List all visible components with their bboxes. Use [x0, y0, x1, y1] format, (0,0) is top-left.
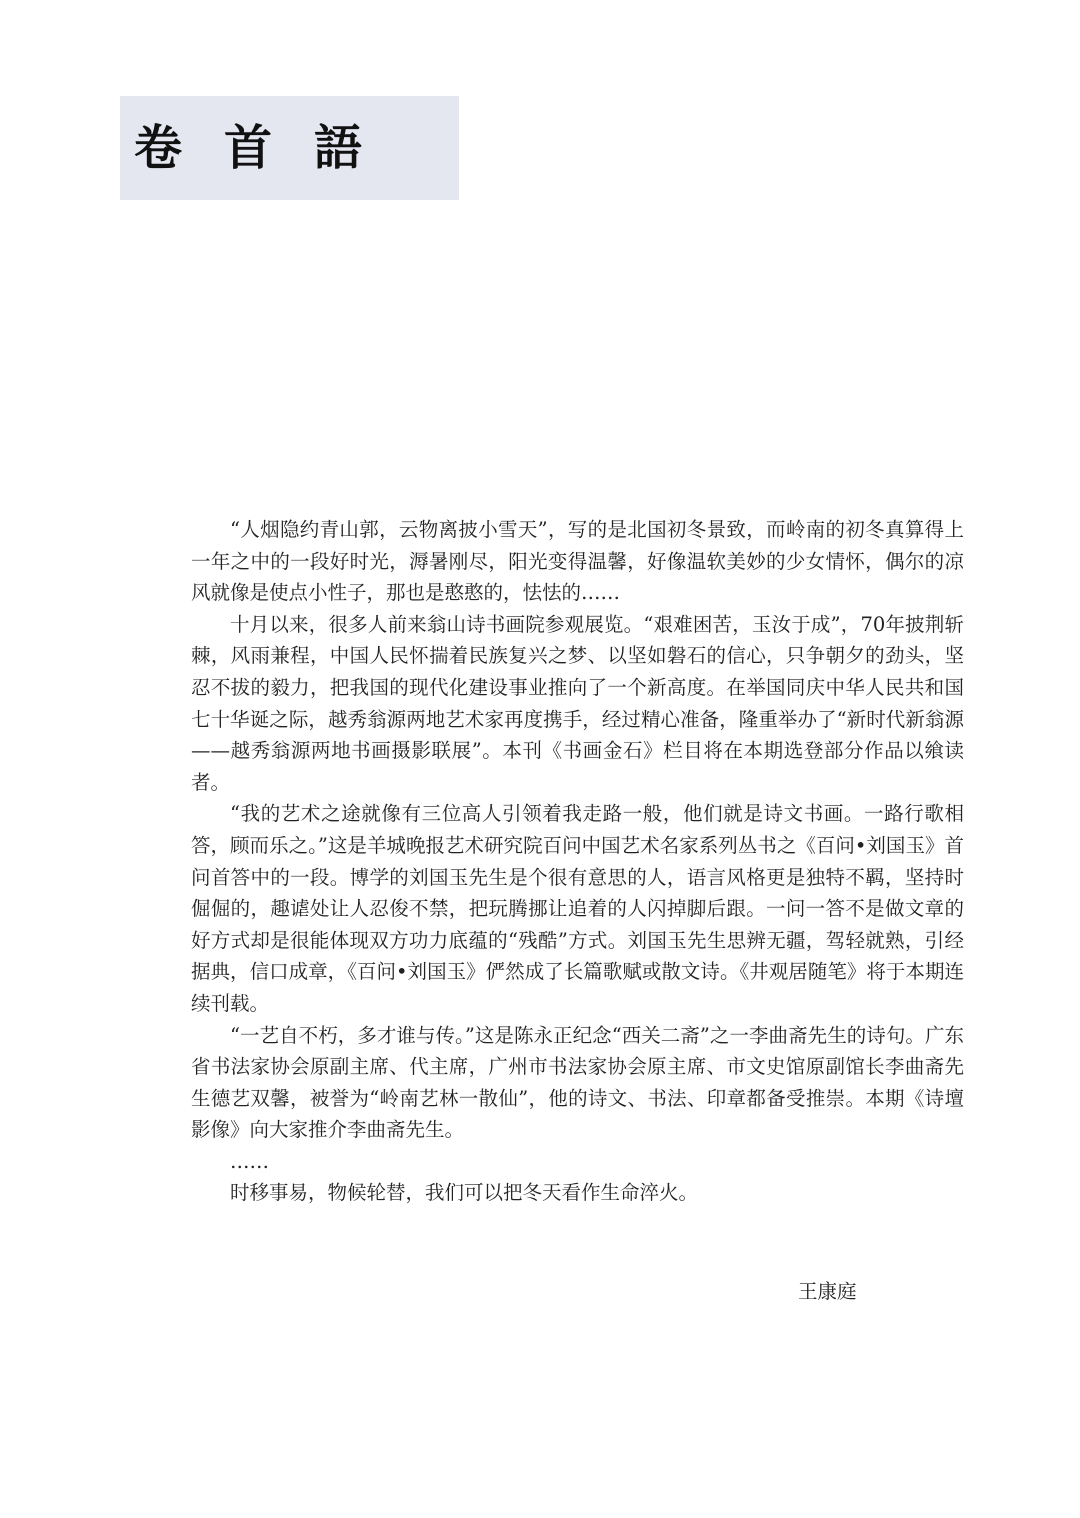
- paragraph-4: “一艺自不朽，多才谁与传。”这是陈永正纪念“西关二斋”之一李曲斋先生的诗句。广东省书法家协会原副主席、代主席，广州市书法家协会原主席、市文史馆原副馆长李曲斋先生德艺双馨，被誉为“岭南艺林一散仙”，他的诗文、书法、印章都备受推崇。本期《诗壇影像》向大家推介李曲斋先生。: [191, 1023, 964, 1142]
- paragraph-1: “人烟隐约青山郭，云物离披小雪天”，写的是北国初冬景致，而岭南的初冬真算得上一年之中的一段好时光，溽暑刚尽，阳光变得温馨，好像温软美妙的少女情怀，偶尔的凉风就像是使点小性子，那也是憨憨的，怯怯的……: [191, 518, 964, 605]
- paragraph-3: “我的艺术之途就像有三位高人引领着我走路一般，他们就是诗文书画。一路行歌相答，顾而乐之。”这是羊城晚报艺术研究院百问中国艺术名家系列丛书之《百问•刘国玉》首问首答中的一段。博学的刘国玉先生是个很有意思的人，语言风格更是独特不羁，坚持时倔倔的，趣谑处让人忍俊不禁，把玩腾挪让追着的人闪掉脚后跟。一问一答不是做文章的好方式却是很能体现双方功力底蕴的“残酷”方式。刘国玉先生思辨无疆，驾轻就熟，引经据典，信口成章，《百问•刘国玉》俨然成了长篇歌赋或散文诗。《井观居随笔》将于本期连续刊载。: [191, 802, 964, 1015]
- title-banner: [120, 96, 459, 200]
- paragraph-2: 十月以来，很多人前来翁山诗书画院参观展览。“艰难困苦，玉汝于成”，70年披荆斩棘，风雨兼程，中国人民怀揣着民族复兴之梦、以坚如磐石的信心，只争朝夕的劲头，坚忍不拔的毅力，把我国的现代化建设事业推向了一个新高度。在举国同庆中华人民共和国七十华诞之际，越秀翁源两地艺术家再度携手，经过精心准备，隆重举办了“新时代新翁源——越秀翁源两地书画摄影联展”。本刊《书画金石》栏目将在本期选登部分作品以飨读者。: [191, 612, 964, 794]
- author-signature: 王康庭: [798, 1280, 857, 1303]
- paragraph-closing: 时移事易，物候轮替，我们可以把冬天看作生命淬火。: [230, 1181, 699, 1205]
- article-body: [191, 514, 964, 1209]
- page-title: 卷首語: [134, 120, 405, 176]
- ellipsis-line: ……: [230, 1149, 269, 1173]
